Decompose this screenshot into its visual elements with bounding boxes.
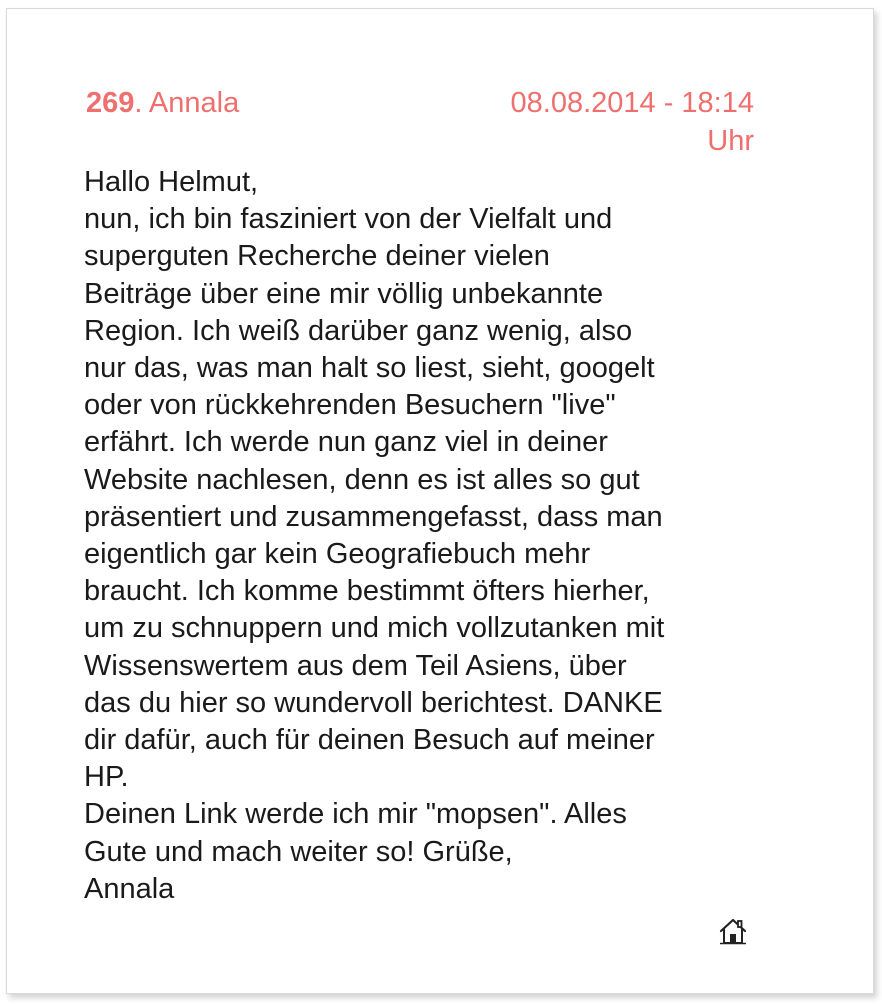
message-line: das du hier so wundervoll berichtest. DANKE bbox=[84, 686, 663, 719]
message-line: präsentiert und zusammengefasst, dass man bbox=[84, 500, 663, 533]
message-line: braucht. Ich komme bestimmt öfters hierher, bbox=[84, 575, 650, 608]
entry-date-line-2: Uhr bbox=[707, 125, 754, 157]
message-line: nun, ich bin fasziniert von der Vielfalt und bbox=[84, 203, 613, 236]
message-line: superguten Recherche deiner vielen bbox=[84, 240, 550, 273]
message-line: Website nachlesen, denn es ist alles so gut bbox=[84, 463, 640, 496]
message-line: oder von rückkehrenden Besuchern "live" bbox=[84, 389, 616, 422]
entry-timestamp bbox=[454, 84, 754, 160]
message-line: dir dafür, auch für deinen Besuch auf meiner bbox=[84, 724, 655, 757]
message-line: Wissenswertem aus dem Teil Asiens, über bbox=[84, 649, 627, 682]
entry-message bbox=[84, 164, 774, 908]
entry-header bbox=[86, 84, 754, 157]
message-line: Beiträge über eine mir völlig unbekannte bbox=[84, 277, 604, 310]
message-line: HP. bbox=[84, 761, 129, 794]
entry-author: Annala bbox=[142, 87, 240, 119]
home-icon[interactable] bbox=[718, 916, 748, 946]
message-line: um zu schnuppern und mich vollzutanken mit bbox=[84, 612, 665, 645]
message-line: Deinen Link werde ich mir "mopsen". Alles bbox=[84, 798, 627, 831]
message-line: nur das, was man halt so liest, sieht, googelt bbox=[84, 352, 655, 385]
message-line: Hallo Helmut, bbox=[84, 166, 259, 198]
entry-number: 269 bbox=[86, 87, 135, 119]
message-line: Annala bbox=[84, 872, 175, 905]
message-line: erfährt. Ich werde nun ganz viel in deiner bbox=[84, 426, 608, 459]
message-line: Region. Ich weiß darüber ganz wenig, also bbox=[84, 314, 633, 347]
message-line: Gute und mach weiter so! Grüße, bbox=[84, 835, 513, 868]
message-line: eigentlich gar kein Geografiebuch mehr bbox=[84, 538, 591, 571]
entry-number-separator: . bbox=[134, 87, 143, 119]
entry-date-line-1: 08.08.2014 - 18:14 bbox=[510, 87, 754, 119]
